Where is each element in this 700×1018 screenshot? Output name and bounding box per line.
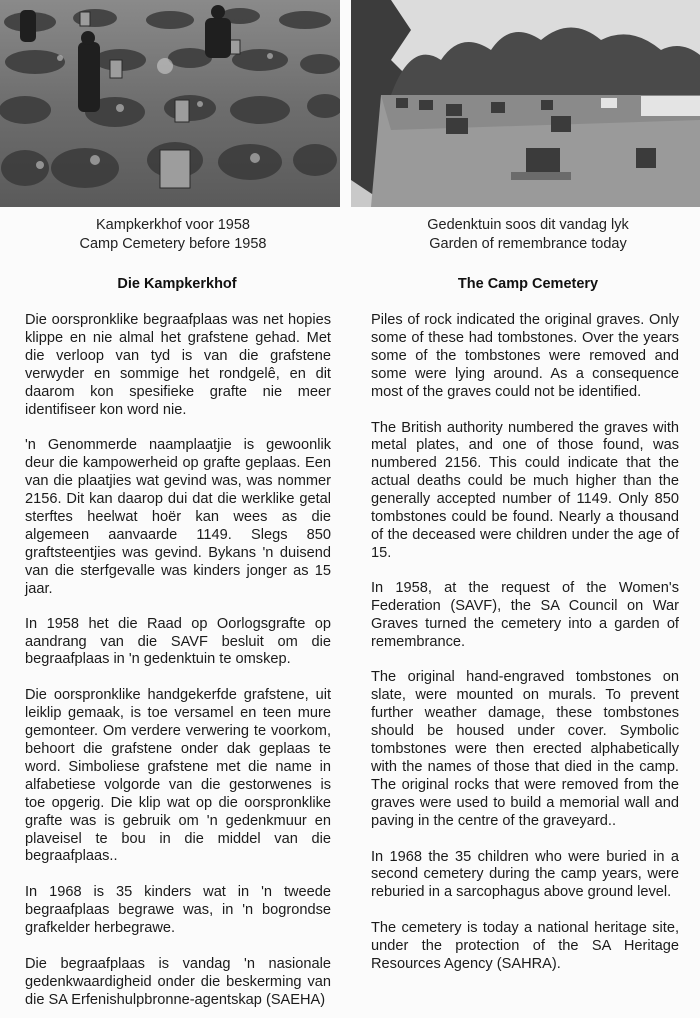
english-heading: The Camp Cemetery (457, 276, 599, 292)
afrikaans-paragraph: Die begraafplaas is vandag 'n nasionale gedenkwaardigheid onder die beskerming van die SA Erfenishulpbronne-agentskap (SAEHA) (25, 956, 331, 1008)
afrikaans-paragraph: 'n Genommerde naamplaatjie is gewoonlik deur die kampowerheid op grafte geplaas. Een van die plaatjies wat gevind was, was nommer 2156. Dit kan daarop dui dat die werklike getal sterftes heelwat hoër kan wees as die algemeen aanvaarde 1149. Slegs 850 graftsteentjies was gevind. Bykans 'n duisend van die sterfgevalle was kinders jonger as 15 jaar. (25, 437, 331, 597)
english-paragraph: The original hand-engraved tombstones on slate, were mounted on murals. To prevent further weather damage, these tombstones should be housed under cover. Symbolic tombstones were then erected alphabetically with the names of those that died in the camp. The original rocks that were removed from the graves were used to build a memorial wall and paving in the centre of the graveyard.. (371, 669, 679, 829)
photo-caption-left (0, 216, 346, 254)
afrikaans-paragraph: In 1958 het die Raad op Oorlogsgrafte op aandrang van die SAVF besluit om die begraafplaas in 'n gedenktuin te omskep. (25, 615, 331, 668)
english-column (371, 312, 679, 974)
afrikaans-paragraph: Die oorspronklike handgekerfde grafstene, uit leiklip gemaak, is toe versamel en teen mure gemonteer. Om verdere verwering te voorkom, behoort die grafstene onder dak geplaas te word. Simboliese grafstene met die name in alfabetiese volgorde van die gestorwenes is toe opgerig. Die klip wat op die oorspronklike grafte was is gebruik om 'n gedenkmuur en plaveisel te bou in die middel van die begraafplaas.. (25, 687, 331, 865)
garden-of-remembrance-image (351, 0, 700, 207)
english-paragraph: In 1968 the 35 children who were buried in a second cemetery during the camp years, were reburied in a sarcophagus above ground level. (371, 848, 679, 901)
english-paragraph: In 1958, at the request of the Women's Federation (SAVF), the SA Council on War Graves turned the cemetery into a garden of remembrance. (371, 579, 679, 650)
cemetery-1958-photo (0, 0, 340, 207)
afrikaans-paragraph: Die oorspronklike begraafplaas was net hopies klippe en nie almal het grafstene gehad. Met die verloop van tyd is van die grafstene verwyder en sommige het rondgelê, en dit daarom kon spesifieke grafte nie meer identifiseer kon word nie. (25, 312, 331, 418)
caption-right-line-1: Gedenktuin soos dit vandag lyk (427, 217, 629, 233)
caption-left-line-1: Kampkerkhof voor 1958 (96, 217, 250, 233)
afrikaans-paragraph: In 1968 is 35 kinders wat in 'n tweede begraafplaas begrawe was, in 'n bogrondse grafkelder herbegrawe. (25, 884, 331, 937)
afrikaans-heading: Die Kampkerkhof (117, 276, 237, 292)
afrikaans-column (25, 312, 331, 1010)
english-paragraph: The cemetery is today a national heritage site, under the protection of the SA Heritage Resources Agency (SAHRA). (371, 920, 679, 973)
caption-right-line-2: Garden of remembrance today (429, 236, 627, 252)
english-paragraph: The British authority numbered the graves with metal plates, and one of those found, was numbered 2156. This could indicate that the actual deaths could be much higher than the generally accepted number of 1149. Only 850 tombstones could be found. Nearly a thousand of the deceased were children under the age of 15. (371, 419, 679, 561)
english-paragraph: Piles of rock indicated the original graves. Only some of these had tombstones. Over the years some of the tombstones were removed and some were lying around. As a consequence most of the graves could not be identified. (371, 312, 679, 400)
photo-caption-right (356, 216, 700, 254)
caption-left-line-2: Camp Cemetery before 1958 (79, 236, 267, 252)
cemetery-1958-image (0, 0, 340, 207)
garden-of-remembrance-photo (351, 0, 700, 207)
